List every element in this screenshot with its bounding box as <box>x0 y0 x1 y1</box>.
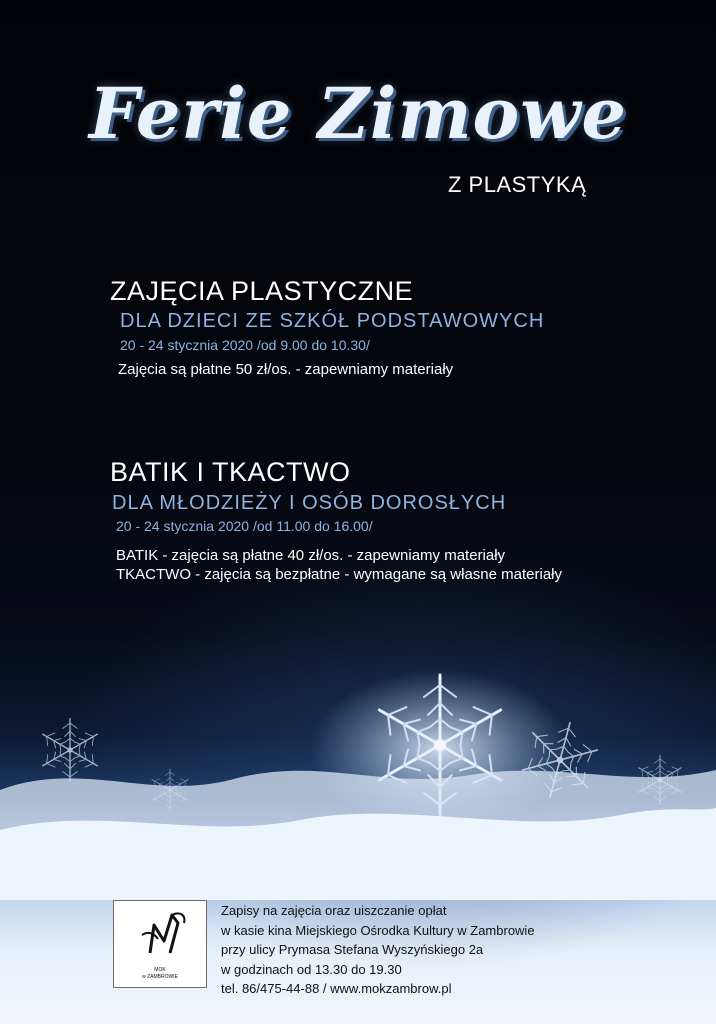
section2-heading: BATIK I TKACTWO <box>110 457 351 487</box>
section2-subheading: DLA MŁODZIEŻY I OSÓB DOROSŁYCH <box>112 492 507 514</box>
section1-info: Zajęcia są płatne 50 zł/os. - zapewniamy materiały <box>118 361 454 378</box>
section2-dates: 20 - 24 stycznia 2020 /od 11.00 do 16.00/ <box>116 518 373 534</box>
section1-subheading: DLA DZIECI ZE SZKÓŁ PODSTAWOWYCH <box>120 310 545 332</box>
section2-info-line: BATIK - zajęcia są płatne 40 zł/os. - zapewniamy materiały <box>116 547 506 564</box>
poster-title: Ferie Zimowe <box>88 72 628 155</box>
snowflake-icon <box>0 640 716 900</box>
footer-line: w godzinach od 13.30 do 19.30 <box>221 961 402 977</box>
mok-logo <box>113 900 207 988</box>
mok-logo-line2: w ZAMBROWIE <box>142 974 178 980</box>
mok-logo-line1: MOK <box>154 967 166 973</box>
section2-info <box>116 546 562 584</box>
footer-info <box>221 901 535 999</box>
section2-info-line: TKACTWO - zajęcia są bezpłatne - wymagane są własne materiały <box>116 566 563 583</box>
section1-dates: 20 - 24 stycznia 2020 /od 9.00 do 10.30/ <box>120 337 370 353</box>
footer-line: przy ulicy Prymasa Stefana Wyszyńskiego 2a <box>221 942 484 957</box>
section1-heading: ZAJĘCIA PLASTYCZNE <box>110 276 414 306</box>
footer-line: tel. 86/475-44-88 / www.mokzambrow.pl <box>221 981 452 996</box>
footer-line: Zapisy na zajęcia oraz uiszczanie opłat <box>221 903 447 918</box>
poster-subtitle: Z PLASTYKĄ <box>448 172 587 197</box>
mok-logo-icon <box>114 901 206 967</box>
footer-line: w kasie kina Miejskiego Ośrodka Kultury w Zambrowie <box>221 922 535 938</box>
